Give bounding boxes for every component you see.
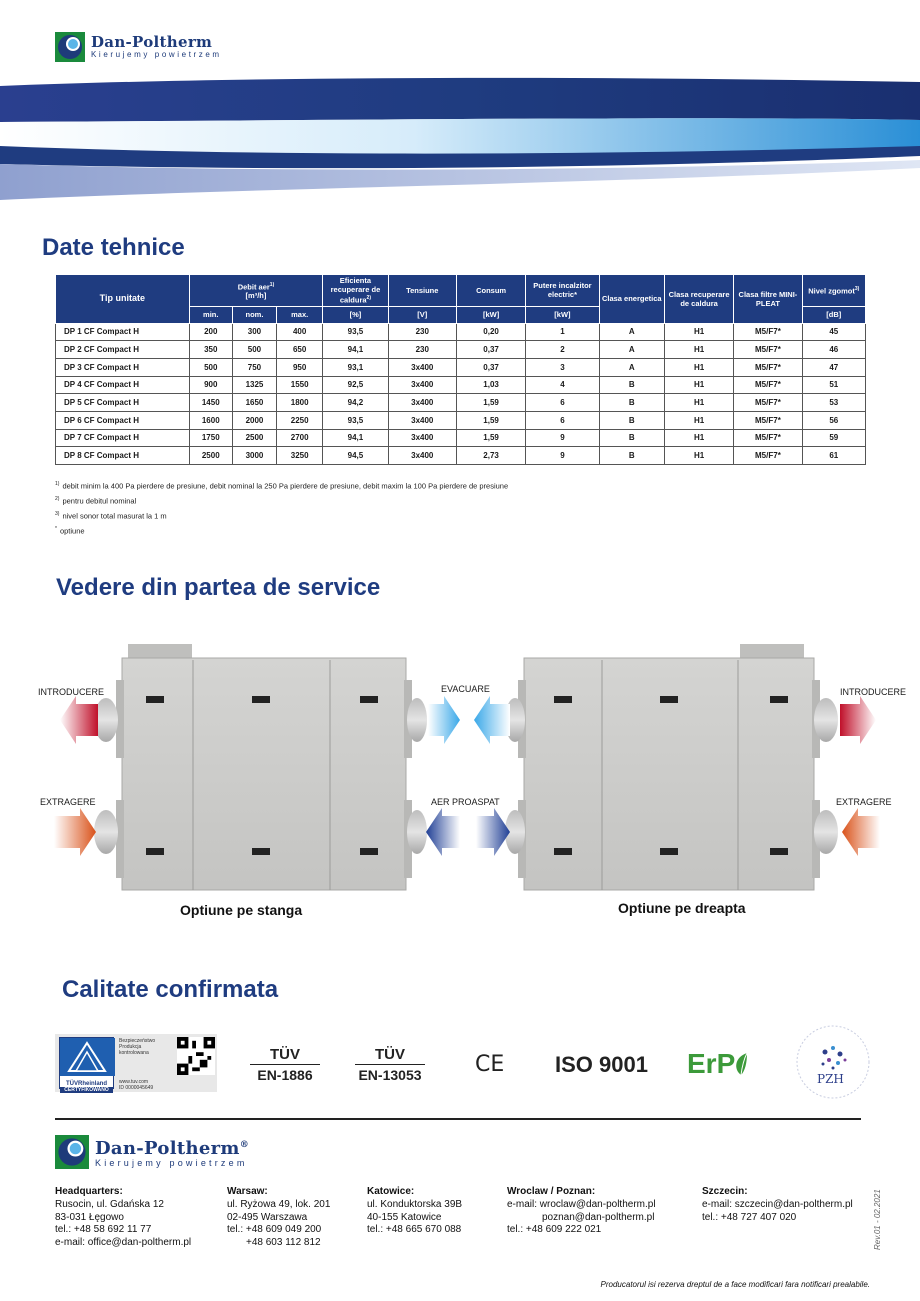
tuv-en1886-std: EN-1886 [257,1067,313,1083]
revision-label: Rev.01 - 02.2021 [873,1189,882,1250]
th-tensiune-unit: [V] [388,306,456,323]
tuv-line-2: Produkcja [119,1044,142,1050]
contact-katowice-line-2: 40-155 Katowice [367,1211,442,1223]
contact-katowice-phone: tel.: +48 665 670 088 [367,1224,462,1236]
th-tip: Tip unitate [56,275,190,324]
table-row [56,447,866,465]
iso-9001: ISO 9001 [555,1052,648,1077]
contact-warsaw-line-1: ul. Ryżowa 49, lok. 201 [227,1198,331,1210]
tuv-rheinland-text: TÜVRheinland [65,1081,107,1087]
tuv-en1886-title: TÜV [250,1046,320,1065]
footer-brand-tagline: Kierujemy powietrzem [95,1158,248,1168]
th-consum: Consum [456,275,525,307]
table-cell: 3x400 [388,411,456,429]
th-eficienta-unit: [%] [323,306,388,323]
table-cell: 93,5 [323,411,388,429]
table-row [56,394,866,412]
brand-name: Dan-Poltherm [91,32,213,51]
table-cell: 6 [526,394,599,412]
arrow-aerproaspat-right [476,808,510,856]
arrow-introducere-right [840,696,876,744]
table-cell: 1800 [277,394,323,412]
table-cell: H1 [664,341,733,359]
table-cell: 0,37 [456,341,525,359]
table-cell: 1,03 [456,376,525,394]
table-cell: 47 [802,358,865,376]
table-cell: H1 [664,447,733,465]
contact-hq-email[interactable]: e-mail: office@dan-poltherm.pl [55,1237,192,1249]
table-cell: 4 [526,376,599,394]
tuv-url-lines [119,1079,153,1091]
contact-hq-phone: tel.: +48 58 692 11 77 [55,1224,152,1236]
contact-hq-line-2: 83-031 Łęgowo [55,1211,124,1223]
table-cell: 3 [526,358,599,376]
tuv-rheinland-badge [55,1034,217,1092]
table-cell: 51 [802,376,865,394]
table-cell: 1550 [277,376,323,394]
table-cell: 9 [526,429,599,447]
table-cell: A [599,323,664,341]
header-banner [0,76,920,200]
contact-warsaw-phone-2: +48 603 112 812 [246,1237,321,1249]
table-cell: 2,73 [456,447,525,465]
tuv-triangle-icon [60,1038,115,1076]
label-aer-proaspat: AER PROASPAT [431,797,500,807]
table-cell: 9 [526,447,599,465]
table-cell: A [599,341,664,359]
note-text: nivel sonor total masurat la 1 m [62,511,167,521]
note-mark: 3) [55,511,60,517]
table-cell: 0,37 [456,358,525,376]
table-cell: 350 [189,341,232,359]
footer-logo-icon [55,1135,89,1169]
note-mark: * [55,526,57,532]
footer-divider [55,1118,861,1120]
table-row [56,358,866,376]
table-cell: 900 [189,376,232,394]
logo-icon [55,32,85,62]
contact-warsaw-title: Warsaw: [227,1186,268,1197]
table-row [56,411,866,429]
table-cell: 53 [802,394,865,412]
table-cell: 93,5 [323,323,388,341]
erp-text: ErP [687,1048,736,1079]
table-cell: 45 [802,323,865,341]
section-title-service: Vedere din partea de service [56,574,381,601]
contact-katowice-line-1: ul. Konduktorska 39B [367,1198,463,1210]
tech-table-body [56,323,866,465]
arrow-aerproaspat-left [426,808,460,856]
table-cell: A [599,358,664,376]
th-nivel: Nivel zgomot$^{3)}$ [802,275,865,307]
table-cell: 94,1 [323,341,388,359]
service-diagram [0,640,920,920]
label-option-right: Optiune pe dreapta [618,900,746,916]
table-cell: 3x400 [388,358,456,376]
tuv-en13053-title: TÜV [355,1046,425,1065]
th-clasa-filtre: Clasa filtre MINI-PLEAT [734,275,802,324]
table-cell: 94,5 [323,447,388,465]
table-cell-model: DP 1 CF Compact H [56,323,190,341]
section-title-quality: Calitate confirmata [62,976,279,1003]
label-introducere-right: INTRODUCERE [840,687,907,697]
th-debit: Debit aer$^{1)}$ [m³/h] [189,275,323,307]
table-cell: 400 [277,323,323,341]
header-logo [55,32,222,62]
tuv-en13053-std: EN-13053 [358,1067,422,1083]
footer-brand-name: Dan-Poltherm® [95,1138,250,1159]
table-cell: H1 [664,411,733,429]
table-cell: B [599,394,664,412]
th-putere-unit: [kW] [526,306,599,323]
table-cell: B [599,376,664,394]
ce-mark: CE [475,1052,505,1077]
table-cell: 1325 [232,376,276,394]
table-cell: 1,59 [456,394,525,412]
table-cell: 950 [277,358,323,376]
left-unit [94,644,427,890]
table-cell: 2 [526,341,599,359]
table-cell: 3x400 [388,394,456,412]
table-cell: 56 [802,411,865,429]
erp-logo [687,1048,749,1080]
table-cell: 230 [388,323,456,341]
brand-tagline: Kierujemy powietrzem [91,49,222,59]
table-cell: 200 [189,323,232,341]
table-row [56,323,866,341]
table-cell: H1 [664,429,733,447]
table-cell: 0,20 [456,323,525,341]
table-cell: 230 [388,341,456,359]
tuv-badge-lines [119,1038,155,1056]
table-cell-model: DP 2 CF Compact H [56,341,190,359]
contact-hq [55,1186,191,1250]
contact-szczecin-email[interactable]: e-mail: szczecin@dan-poltherm.pl [702,1198,853,1210]
table-cell: 6 [526,411,599,429]
qr-code-icon [177,1037,215,1075]
th-nivel-unit: [dB] [802,306,865,323]
table-cell: 46 [802,341,865,359]
tech-table [55,274,866,465]
th-putere: Putere incalzitor electric* [526,275,599,307]
table-cell: 650 [277,341,323,359]
table-cell: M5/F7* [734,323,802,341]
contact-wroclaw-title: Wroclaw / Poznan: [507,1186,596,1197]
th-nom: nom. [232,306,276,323]
table-cell: 61 [802,447,865,465]
contact-warsaw [227,1186,330,1250]
arrow-extragere-left [54,808,96,856]
contact-wroclaw-phone: tel.: +48 609 222 021 [507,1224,602,1236]
arrow-introducere-left [60,696,98,744]
tuv-line-1: Bezpieczeństwo [119,1038,156,1044]
arrow-evacuare-right [474,696,510,744]
table-cell: 300 [232,323,276,341]
table-cell: 94,1 [323,429,388,447]
contact-szczecin-title: Szczecin: [702,1186,748,1197]
contact-katowice-title: Katowice: [367,1186,415,1197]
table-cell: 1,59 [456,411,525,429]
th-consum-unit: [kW] [456,306,525,323]
contact-warsaw-line-2: 02-495 Warszawa [227,1211,308,1223]
table-cell: M5/F7* [734,341,802,359]
contact-szczecin-phone: tel.: +48 727 407 020 [702,1211,797,1223]
tuv-certified-text: CERTYFIKOWANO [60,1087,113,1093]
table-cell: 93,1 [323,358,388,376]
table-cell: 3x400 [388,429,456,447]
note-text: optiune [59,526,85,536]
note-line [55,478,508,493]
note-mark: 2) [55,496,60,502]
table-cell: 1450 [189,394,232,412]
note-line [55,493,508,508]
label-extragere-right: EXTRAGERE [836,797,892,807]
table-row [56,376,866,394]
th-max: max. [277,306,323,323]
table-cell: M5/F7* [734,411,802,429]
table-cell: 59 [802,429,865,447]
table-cell: M5/F7* [734,358,802,376]
arrow-evacuare-left [428,696,460,744]
footer-logo [55,1135,249,1169]
table-notes [55,478,508,538]
contact-poznan-email[interactable]: poznan@dan-poltherm.pl [542,1211,655,1223]
th-clasa-energetica: Clasa energetica [599,275,664,324]
certificates-row [55,1030,875,1100]
tuv-line-3: kontrolowana [119,1050,149,1056]
table-row [56,429,866,447]
table-cell: 1650 [232,394,276,412]
table-cell: H1 [664,358,733,376]
table-cell: 2500 [189,447,232,465]
contact-wroclaw [507,1186,656,1237]
table-cell: M5/F7* [734,447,802,465]
table-cell: 94,2 [323,394,388,412]
contact-szczecin [702,1186,853,1224]
table-row [56,341,866,359]
th-clasa-recuperare: Clasa recuperare de caldura [664,275,733,324]
label-introducere-left: INTRODUCERE [38,687,105,697]
table-cell-model: DP 8 CF Compact H [56,447,190,465]
leaf-icon [733,1051,749,1077]
tuv-logo-block [59,1037,114,1093]
table-cell: H1 [664,323,733,341]
table-cell: B [599,429,664,447]
tuv-en13053 [355,1046,425,1083]
table-cell: 3x400 [388,447,456,465]
tuv-id: ID 0000045649 [119,1085,154,1091]
pzh-text: PZH [817,1072,844,1086]
table-cell: M5/F7* [734,394,802,412]
table-cell: 92,5 [323,376,388,394]
note-line [55,508,508,523]
table-cell: H1 [664,376,733,394]
disclaimer: Producatorul isi rezerva dreptul de a face modificari fara notificari prealabile. [600,1280,870,1289]
table-cell: 1750 [189,429,232,447]
table-cell: 1 [526,323,599,341]
table-cell: 1600 [189,411,232,429]
contact-wroclaw-email[interactable]: e-mail: wroclaw@dan-poltherm.pl [507,1198,656,1210]
th-eficienta: Eficienta recuperare de caldura$^{2)}$ [323,275,388,307]
contact-hq-line-1: Rusocin, ul. Gdańska 12 [55,1198,164,1210]
table-cell: 3x400 [388,376,456,394]
contact-katowice [367,1186,462,1237]
table-cell: 3000 [232,447,276,465]
note-mark: 1) [55,481,60,487]
table-cell: 2250 [277,411,323,429]
table-cell: 2700 [277,429,323,447]
note-text: pentru debitul nominal [62,496,137,506]
table-cell: 3250 [277,447,323,465]
table-cell: 750 [232,358,276,376]
pzh-seal-icon [793,1022,873,1102]
th-tensiune: Tensiune [388,275,456,307]
tuv-en1886 [250,1046,320,1083]
table-cell: H1 [664,394,733,412]
label-option-left: Optiune pe stanga [180,902,303,918]
pzh-seal [793,1022,873,1102]
right-unit [505,644,838,890]
table-cell: M5/F7* [734,429,802,447]
table-cell: M5/F7* [734,376,802,394]
table-cell: 500 [232,341,276,359]
contact-warsaw-phone: tel.: +48 609 049 200 [227,1224,322,1236]
label-extragere-left: EXTRAGERE [40,797,96,807]
table-cell: B [599,411,664,429]
table-cell-model: DP 3 CF Compact H [56,358,190,376]
tuv-url: www.tuv.com [119,1079,149,1085]
table-cell-model: DP 6 CF Compact H [56,411,190,429]
table-cell: 2500 [232,429,276,447]
section-title-tech: Date tehnice [42,234,185,261]
table-cell: B [599,447,664,465]
table-cell-model: DP 5 CF Compact H [56,394,190,412]
table-cell-model: DP 4 CF Compact H [56,376,190,394]
arrow-extragere-right [842,808,880,856]
table-cell: 1,59 [456,429,525,447]
table-cell: 2000 [232,411,276,429]
note-line [55,523,508,538]
table-cell: 500 [189,358,232,376]
label-evacuare: EVACUARE [441,684,490,694]
note-text: debit minim la 400 Pa pierdere de presiune, debit nominal la 250 Pa pierdere de presiune, debit maxim la 100 Pa pierdere de presiune [62,481,509,491]
table-cell-model: DP 7 CF Compact H [56,429,190,447]
contact-hq-title: Headquarters: [55,1186,123,1197]
th-min: min. [189,306,232,323]
